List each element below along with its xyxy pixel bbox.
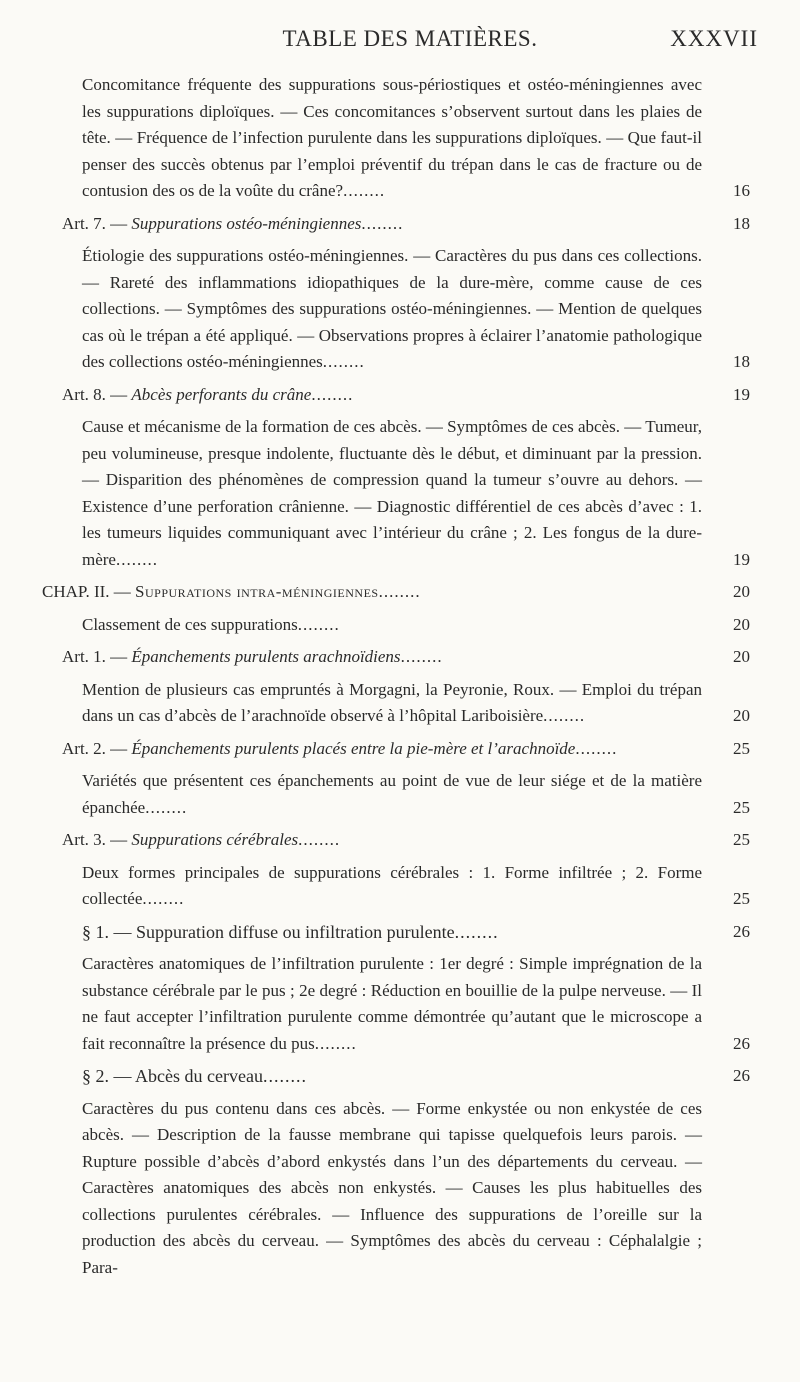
table-of-contents [42, 72, 750, 1287]
leader-dots: ........ [298, 830, 341, 849]
leader-dots: ........ [543, 706, 586, 725]
toc-text: Classement de ces suppurations [82, 614, 298, 634]
toc-summary [82, 414, 750, 573]
heading-title: Suppurations ostéo-méningiennes [131, 213, 362, 233]
page-number: XXXVII [670, 26, 758, 51]
toc-text: Étiologie des suppurations ostéo-méningiennes. — Caractères du pus dans ces collections. — Rareté des inflammations idiopathiques de la dure-mère, comme cause de ces collections. — Symptômes des suppurations ostéo-méningiennes. — Mention de quelques cas où le trépan a été appliqué. — Observations propres à éclairer l’anatomie pathologique des collections ostéo-méningiennes [82, 246, 702, 371]
heading-label: Art. 8. — [62, 384, 128, 404]
toc-page-number: 25 [733, 738, 750, 758]
article-heading [62, 382, 750, 409]
toc-text: Deux formes principales de suppurations cérébrales : 1. Forme infiltrée ; 2. Forme collectée [82, 862, 702, 908]
heading-title: Épanchements purulents arachnoïdiens [131, 647, 401, 666]
leader-dots: ........ [343, 181, 386, 200]
leader-dots: ........ [262, 1066, 307, 1086]
toc-page-number: 16 [733, 181, 750, 200]
heading-label: § 1. — [82, 921, 132, 942]
heading-label: § 2. — [82, 1066, 132, 1086]
toc-text: Mention de plusieurs cas empruntés à Morgagni, la Peyronie, Roux. — Emploi du trépan dans un cas d’abcès de l’arachnoïde observé à l’hôpital Lariboisière [82, 679, 702, 725]
toc-text: Caractères anatomiques de l’infiltration purulente : 1er degré : Simple imprégnation de la substance cérébrale par le pus ; 2e degré : Réduction en bouillie de la pulpe nerveuse. — Il ne faut accepter l’infiltration purulente comme démontrée qu’autant que le microscope a fait reconnaître la présence du pus [82, 954, 702, 1053]
toc-page-number: 26 [733, 1033, 750, 1053]
heading-label: Art. 7. — [62, 213, 128, 233]
heading-label: CHAP. II. — [42, 582, 131, 601]
toc-page-number: 20 [733, 614, 750, 634]
toc-page-number: 19 [733, 549, 750, 569]
heading-label: Art. 3. — [62, 830, 128, 849]
leader-dots: ........ [142, 889, 185, 908]
toc-page-number: 26 [733, 921, 750, 941]
toc-text: Concomitance fréquente des suppurations sous-périostiques et ostéo-méningiennes avec les suppurations diploïques. — Ces concomitances s’observent surtout dans les plaies de tête. — Fréquence de l’infection purulente dans les suppurations diploïques. — Que faut-il penser des succès obtenus par l’emploi préventif du trépan dans le cas de fracture ou de contusion des os de la voûte du crâne? [82, 75, 702, 200]
leader-dots: ........ [297, 614, 340, 634]
toc-summary [82, 768, 750, 821]
toc-page-number: 25 [733, 797, 750, 817]
leader-dots: ........ [454, 921, 499, 942]
heading-title: Suppuration diffuse ou infiltration purulente [136, 921, 455, 942]
section-heading [82, 1063, 750, 1090]
toc-page-number: 20 [733, 706, 750, 725]
article-heading [62, 211, 750, 238]
leader-dots: ........ [314, 1033, 357, 1053]
leader-dots: ........ [575, 738, 618, 758]
heading-title: Abcès perforants du crâne [131, 384, 312, 404]
running-header [62, 26, 758, 58]
toc-summary [82, 677, 750, 730]
running-title: TABLE DES MATIÈRES. [282, 26, 538, 51]
leader-dots: ........ [311, 384, 354, 404]
heading-label: Art. 1. — [62, 647, 128, 666]
heading-title: Abcès du cerveau [135, 1066, 263, 1086]
heading-label: Art. 2. — [62, 738, 128, 758]
toc-text: Variétés que présentent ces épanchements au point de vue de leur siége et de la matière épanchée [82, 771, 702, 817]
toc-page-number: 25 [733, 889, 750, 908]
toc-summary [82, 860, 750, 913]
leader-dots: ........ [361, 213, 404, 233]
toc-page-number: 20 [733, 582, 750, 601]
toc-summary [82, 1096, 740, 1282]
article-heading [62, 736, 750, 763]
toc-text: Caractères du pus contenu dans ces abcès. — Forme enkystée ou non enkystée de ces abcès. — Description de la fausse membrane qui tapisse quelquefois leurs parois. — Rupture possible d’abcès d’abord enkystés dans l’un des départements du cerveau. — Caractères anatomiques des abcès non enkystés. — Causes les plus habituelles des collections purulentes cérébrales. — Influence des suppurations de l’oreille sur la production des abcès du cerveau. — Symptômes des abcès du cerveau : Céphalalgie ; Para- [82, 1098, 702, 1277]
leader-dots: ........ [322, 352, 365, 371]
toc-page-number: 18 [733, 213, 750, 233]
heading-title: Suppurations intra-méningiennes [135, 582, 379, 601]
heading-title: Épanchements purulents placés entre la pie-mère et l’arachnoïde [131, 738, 576, 758]
toc-entry [82, 612, 750, 639]
chapter-heading [42, 579, 750, 606]
toc-page-number: 25 [733, 830, 750, 849]
leader-dots: ........ [400, 647, 443, 666]
section-heading [82, 919, 750, 946]
toc-summary [82, 951, 750, 1057]
leader-dots: ........ [378, 582, 421, 601]
article-heading [62, 827, 750, 854]
toc-page-number: 18 [733, 352, 750, 371]
heading-title: Suppurations cérébrales [131, 830, 299, 849]
toc-page-number: 20 [733, 647, 750, 666]
leader-dots: ........ [115, 549, 158, 569]
toc-page-number: 19 [733, 384, 750, 404]
toc-page-number: 26 [733, 1066, 750, 1085]
toc-text: Cause et mécanisme de la formation de ces abcès. — Symptômes de ces abcès. — Tumeur, peu volumineuse, presque indolente, fluctuante dès le début, et diminuant par la pression. — Disparition des phénomènes de compression quand la tumeur s’ouvre au dehors. — Existence d’une perforation crânienne. — Diagnostic différentiel de ces abcès d’avec : 1. les tumeurs liquides communiquant avec l’intérieur du crâne ; 2. Les fongus de la dure-mère [82, 417, 702, 569]
toc-summary [82, 72, 750, 205]
leader-dots: ........ [145, 797, 188, 817]
toc-summary [82, 243, 750, 376]
article-heading [62, 644, 750, 671]
